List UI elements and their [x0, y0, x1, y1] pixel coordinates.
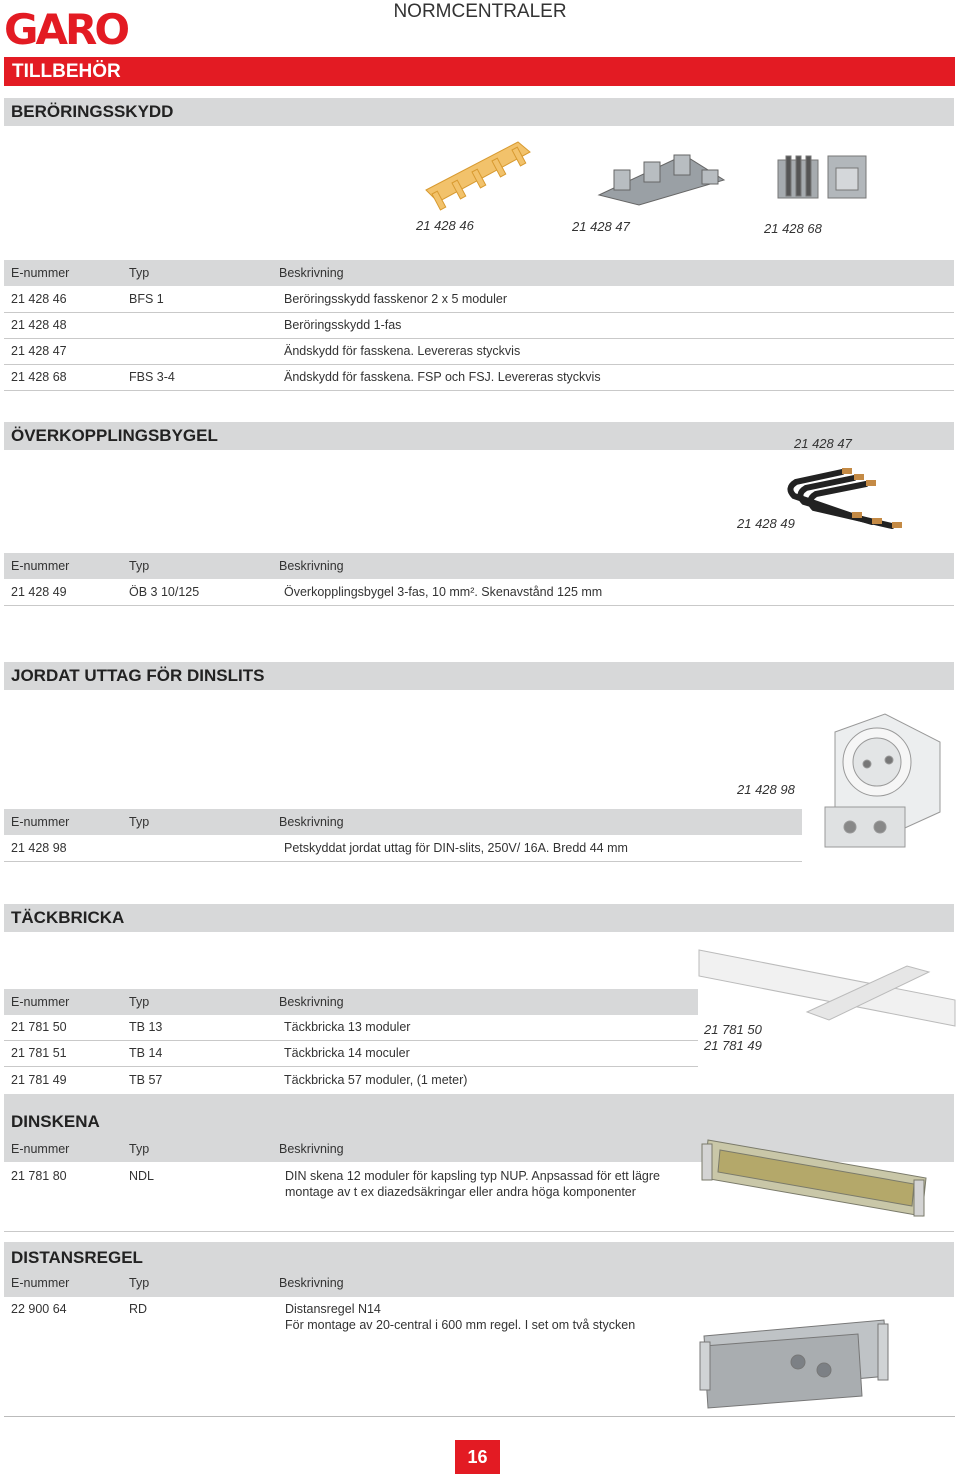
image-label: 21 428 49 — [737, 516, 795, 531]
image-label: 21 428 46 — [416, 218, 474, 233]
col-header-typ: Typ — [129, 266, 150, 280]
cell-enr: 21 428 49 — [11, 585, 67, 599]
col-header-enr: E-nummer — [11, 1142, 70, 1156]
col-header-typ: Typ — [129, 1142, 150, 1156]
image-label: 21 781 50 — [704, 1022, 762, 1037]
cell-typ: FBS 3-4 — [129, 370, 175, 384]
cell-enr: 21 781 80 — [11, 1169, 67, 1183]
cell-typ: BFS 1 — [129, 292, 164, 306]
cell-typ: RD — [129, 1302, 148, 1316]
image-label: 21 781 49 — [704, 1038, 762, 1053]
cell-enr: 21 428 46 — [11, 292, 67, 306]
cell-typ: TB 13 — [129, 1020, 163, 1034]
cell-enr: 21 781 50 — [11, 1020, 67, 1034]
cell-desc: För montage av 20-central i 600 mm regel. I set om två stycken — [285, 1318, 636, 1332]
col-header-enr: E-nummer — [11, 995, 70, 1009]
page-number: 16 — [455, 1440, 500, 1474]
table-header — [4, 260, 954, 286]
col-header-enr: E-nummer — [11, 559, 70, 573]
section-title: JORDAT UTTAG FÖR DINSLITS — [11, 666, 265, 685]
cell-enr: 21 781 51 — [11, 1046, 67, 1060]
section-title: TÄCKBRICKA — [11, 908, 125, 927]
cell-desc: Täckbricka 57 moduler, (1 meter) — [284, 1073, 468, 1087]
table-row — [4, 1015, 698, 1041]
cell-enr: 21 428 48 — [11, 318, 67, 332]
col-header-desc: Beskrivning — [279, 995, 344, 1009]
category-banner — [4, 57, 955, 86]
table-header — [4, 809, 802, 835]
image-label: 21 428 47 — [794, 436, 852, 451]
table-row — [4, 313, 954, 339]
cell-desc: montage av t ex diazedsäkringar eller andra höga komponenter — [285, 1185, 636, 1199]
section-header-uttag — [4, 662, 954, 690]
product-image-touch-guard-yellow — [418, 130, 538, 220]
table-row — [4, 836, 802, 862]
logo-text: GARO — [4, 5, 128, 54]
image-label: 21 428 98 — [737, 782, 795, 797]
section-title: BERÖRINGSSKYDD — [11, 102, 174, 121]
product-image-din-rail — [700, 1136, 930, 1220]
footer-divider — [4, 1416, 955, 1417]
cell-enr: 21 781 49 — [11, 1073, 67, 1087]
section-title: ÖVERKOPPLINGSBYGEL — [11, 426, 218, 445]
cell-desc: Beröringsskydd fasskenor 2 x 5 moduler — [284, 292, 508, 306]
table-row — [4, 339, 954, 365]
col-header-enr: E-nummer — [11, 266, 70, 280]
col-header-enr: E-nummer — [11, 1276, 70, 1290]
cell-enr: 22 900 64 — [11, 1302, 67, 1316]
table-row — [4, 1068, 698, 1093]
cell-desc: Ändskydd för fasskena. FSP och FSJ. Levereras styckvis — [284, 370, 601, 384]
section-header-distansregel — [4, 1242, 954, 1297]
cell-desc: Överkopplingsbygel 3-fas, 10 mm². Skenavstånd 125 mm — [284, 585, 603, 599]
cell-desc: Ändskydd för fasskena. Levereras styckvis — [284, 344, 521, 358]
product-image-distance-rails — [698, 1316, 896, 1410]
category-banner-label: TILLBEHÖR — [12, 61, 121, 82]
product-image-jumper-bar — [782, 466, 922, 546]
col-header-desc: Beskrivning — [279, 1276, 344, 1290]
section-header-tackbricka — [4, 904, 954, 932]
table-row — [4, 1041, 698, 1067]
col-header-typ: Typ — [129, 1276, 150, 1290]
col-header-desc: Beskrivning — [279, 559, 344, 573]
col-header-typ: Typ — [129, 995, 150, 1009]
cell-typ: TB 57 — [129, 1073, 163, 1087]
cell-typ: TB 14 — [129, 1046, 163, 1060]
page-header-title: NORMCENTRALER — [393, 1, 567, 22]
table-row — [4, 1298, 694, 1338]
product-image-din-socket — [815, 712, 945, 857]
col-header-desc: Beskrivning — [279, 1142, 344, 1156]
table-row — [4, 287, 954, 313]
cell-desc: Beröringsskydd 1-fas — [284, 318, 402, 332]
cell-desc: Distansregel N14 — [285, 1302, 381, 1316]
cell-desc: DIN skena 12 moduler för kapsling typ NUP. Anpsassad för ett lägre — [285, 1169, 660, 1183]
col-header-typ: Typ — [129, 815, 150, 829]
cell-typ: ÖB 3 10/125 — [129, 585, 200, 599]
cell-typ: NDL — [129, 1169, 155, 1183]
table-header — [4, 989, 698, 1015]
cell-desc: Täckbricka 14 moculer — [284, 1046, 410, 1060]
col-header-desc: Beskrivning — [279, 266, 344, 280]
image-label: 21 428 68 — [764, 221, 822, 236]
cell-enr: 21 428 68 — [11, 370, 67, 384]
cell-desc: Petskyddat jordat uttag för DIN-slits, 250V/ 16A. Bredd 44 mm — [284, 841, 628, 855]
product-image-end-guard-fsp — [776, 152, 871, 202]
section-header-beroringsskydd — [4, 98, 954, 126]
cell-desc: Täckbricka 13 moduler — [284, 1020, 411, 1034]
col-header-typ: Typ — [129, 559, 150, 573]
col-header-desc: Beskrivning — [279, 815, 344, 829]
table-row — [4, 580, 954, 606]
cell-enr: 21 428 47 — [11, 344, 67, 358]
cell-enr: 21 428 98 — [11, 841, 67, 855]
section-title: DINSKENA — [11, 1112, 100, 1131]
product-image-end-guards-grey — [594, 140, 729, 210]
section-title: DISTANSREGEL — [11, 1248, 143, 1267]
col-header-enr: E-nummer — [11, 815, 70, 829]
table-header — [4, 553, 954, 579]
image-label: 21 428 47 — [572, 219, 630, 234]
table-row — [4, 365, 954, 391]
